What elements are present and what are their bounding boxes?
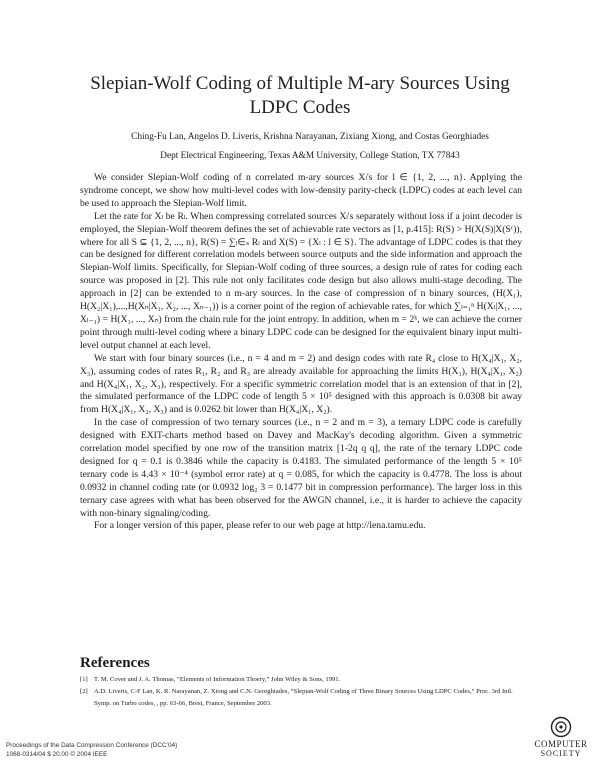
footer-copyright: 1068-0314/04 $ 20.00 © 2004 IEEE <box>6 750 108 758</box>
reference-text: A.D. Liveris, C-F Lan, K. R. Narayanan, Z. Xiong and C.N. Georghiades, “Slepian-Wolf Coding of Three Binary Sources Using LDPC Codes,” Proc. 3rd Intl. Symp. on Turbo codes, , pp. 63-66, Brest, France, September 2003. <box>94 688 513 707</box>
proceedings-footer <box>6 742 177 759</box>
society-emblem-icon <box>550 716 572 738</box>
references-heading: References <box>80 655 150 671</box>
reference-item <box>80 674 522 686</box>
footer-proceedings: Proceedings of the Data Compression Conference (DCC’04) <box>6 742 178 749</box>
reference-number: [1] <box>80 676 88 683</box>
paper-title <box>60 72 540 120</box>
logo-text-computer: COMPUTER <box>534 739 588 749</box>
paragraph-intro: We consider Slepian-Wolf coding of n correlated m-ary sources Xₗ's for l ∈ {1, 2, ..., n}. Applying the syndrome concept, we show how multi-level codes with low-density parity-check (LDPC) codes at each level can be used to approach the Slepian-Wolf limit. <box>80 172 522 209</box>
reference-list <box>80 674 522 710</box>
computer-society-logo <box>528 716 594 772</box>
paragraph-web-link: For a longer version of this paper, please refer to our web page at http://lena.tamu.edu. <box>94 520 426 532</box>
affiliation: Dept Electrical Engineering, Texas A&M University, College Station, TX 77843 <box>160 151 460 161</box>
title-line-1: Slepian-Wolf Coding of Multiple M-ary Sources Using <box>90 73 510 94</box>
reference-text: T. M. Cover and J. A. Thomas, “Elements of Information Thoery,” John Wiley & Sons, 1991. <box>94 676 341 683</box>
abstract-body <box>80 172 522 533</box>
paragraph-theory: Let the rate for Xₗ be Rₗ. When compressing correlated sources Xₗ's separately without loss if a joint decoder is employed, the Slepian-Wolf theorem defines the set of achievable rate vectors as [1, p.415]: R(S) > H(X(S)|X(Sᶜ)), where for all S ⊆ {1, 2, ..., n}, R(S) = ∑ₗ∈ₛ Rₗ and X(S) = {Xₗ : l ∈ S}. The advantage of LDPC codes is that they can be designed for different correlation models between source outputs and the side information and approach the Slepian-Wolf limits. Specifically, for Slepian-Wolf coding of three sources, a design rule of rates for coding each source was proposed in [2]. This rule not only facilitates code design but also allows multi-stage decoding. The approach in [2] can be extended to n m-ary sources. In the case of compression of n binary sources, (H(X₁), H(X₂|X₁),...,H(Xₙ|X₁, X₂, ..., Xₙ₋₁)) is a corner point of the region of achievable rates, for which ∑ₗ₌₁ⁿ H(Xₗ|X₁, ..., Xₗ₋₁) = H(X₁, ..., Xₙ) from the chain rule for the joint entropy. In addition, when m = 2ᵏ, we can achieve the corner point through multi-level coding where a binary LDPC code can be designed for the equivalent binary input multi-level output channel at each level. <box>80 210 522 351</box>
paragraph-ternary-results: In the case of compression of two ternary sources (i.e., n = 2 and m = 3), a ternary LDPC code is carefully designed with EXIT-charts method based on Davey and MacKay's decoding algorithm. Given a symmetric correlation model specified by one row of the transition matrix [1-2q q q], the rate of the ternary LDPC code designed for q = 0.1 is 0.3846 while the capacity is 0.4183. The simulated performance of the length 5 × 10⁵ ternary code is 4.43 × 10⁻⁴ (symbol error rate) at q = 0.085, for which the capacity is 0.4778. The loss is about 0.0932 in channel coding rate (or 0.0932 log₂ 3 = 0.1477 bit in compression performance). The larger loss in this ternary case agrees with what has been observed for the AWGN channel, i.e., it is harder to achieve the capacity with non-binary signaling/coding. <box>80 417 522 519</box>
logo-text-society: SOCIETY <box>540 749 582 758</box>
author-list: Ching-Fu Lan, Angelos D. Liveris, Krishna Narayanan, Zixiang Xiong, and Costas Georghiades <box>131 132 489 142</box>
paragraph-binary-results: We start with four binary sources (i.e., n = 4 and m = 2) and design codes with rate R₄ close to H(X₄|X₁, X₂, X₃), assuming codes of rates R₁, R₂ and R₃ are already available for approaching the limits H(X₁), H(X₄|X₁, X₂) and H(X₄|X₁, X₂, X₃), respectively. For a specific symmetric correlation model that is an extension of that in [2], the simulated performance of the LDPC code of length 5 × 10⁵ designed with this approach is 0.0308 bit away from H(X₄|X₁, X₂, X₃) and is 0.0262 bit lower than H(X₄|X₁, X₂). <box>80 352 522 416</box>
reference-number: [2] <box>80 688 88 695</box>
title-line-2: LDPC Codes <box>249 97 351 118</box>
reference-item <box>80 686 522 710</box>
